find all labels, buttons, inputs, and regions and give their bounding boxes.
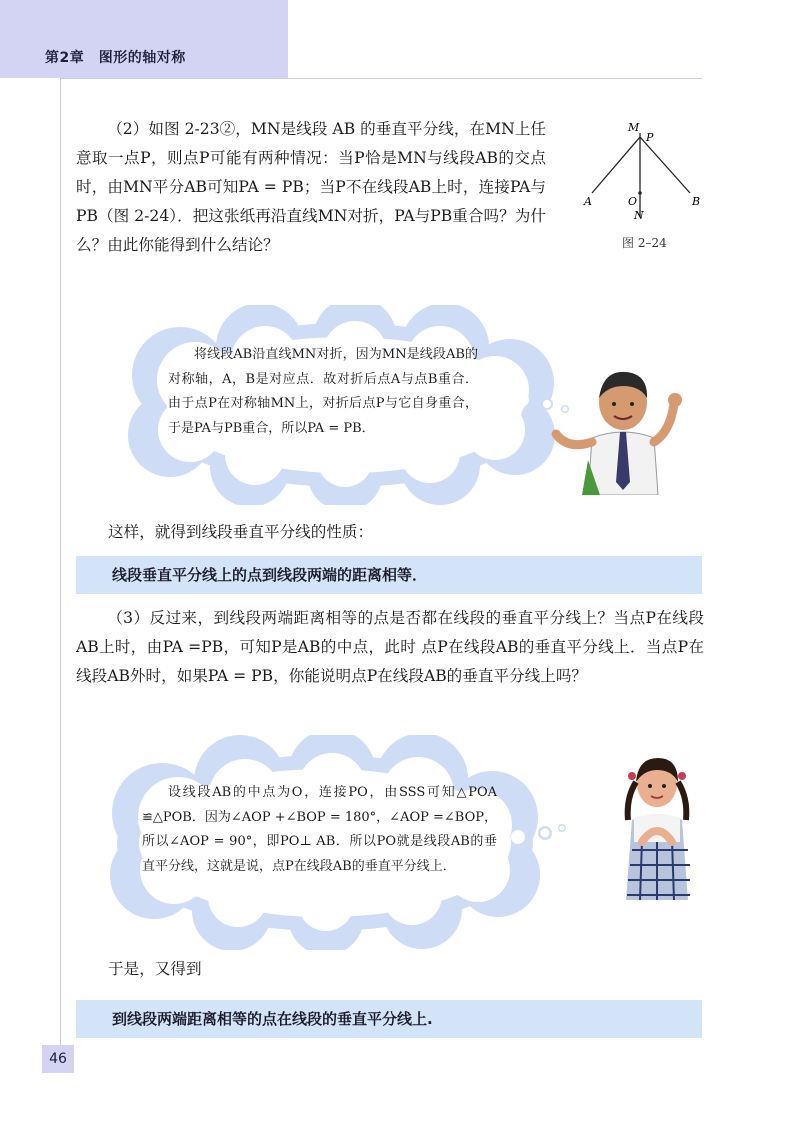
label-o: O	[628, 195, 638, 208]
thought-bubble-2-text: 设线段AB的中点为O，连接PO，由SSS可知△POA ≌△POB．因为∠AOP +∠BOP = 180°，∠AOP =∠BOP，所以∠AOP = 90°，即PO⊥ AB．所以PO就是线段AB的垂直平分线，这就是说，点P在线段AB的垂直平分线上．	[142, 785, 497, 874]
paragraph-3: （3）反过来，到线段两端距离相等的点是否都在线段的垂直平分线上？当点P在线段AB上时，由PA =PB，可知P是AB的中点，此时 点P在线段AB的垂直平分线上．当点P在线段AB外时，如果PA = PB，你能说明点P在线段AB的垂直平分线上吗？	[76, 609, 704, 685]
boy-illustration	[548, 360, 698, 495]
girl-illustration	[612, 750, 702, 900]
chapter-title: 第2章 图形的轴对称	[45, 50, 186, 66]
property-intro: 这样，就得到线段垂直平分线的性质：	[108, 523, 374, 541]
point-o	[638, 191, 642, 195]
figure-caption: 图 2–24	[622, 236, 667, 250]
thought-bubble-1-text: 将线段AB沿直线MN对折，因为MN是线段AB的对称轴，A，B是对应点．故对折后点A与点B重合．由于点P在对称轴MN上，对折后点P与它自身重合，于是PA与PB重合，所以PA = PB．	[168, 347, 478, 436]
label-b: B	[692, 195, 701, 208]
property-statement: 线段垂直平分线上的点到线段两端的距离相等．	[76, 556, 702, 594]
label-m: M	[628, 121, 640, 134]
label-a: A	[584, 195, 592, 208]
paragraph-2: （2）如图 2-23②，MN是线段 AB 的垂直平分线，在MN上任意取一点P，则点P可能有两种情况：当P恰是MN与线段AB的交点时，由MN平分AB可知PA = PB；当P不在线段AB上时，连接PA与PB（图 2-24）．把这张纸再沿直线MN对折，PA与PB重合吗？为什么？由此你能得到什么结论？	[76, 120, 546, 254]
margin-divider	[60, 78, 61, 1058]
figure-2-24	[580, 115, 710, 230]
segment-pb	[640, 137, 690, 193]
converse-intro: 于是，又得到	[108, 960, 202, 978]
converse-statement: 到线段两端距离相等的点在线段的垂直平分线上.	[76, 1000, 702, 1038]
label-n: N	[634, 209, 644, 222]
segment-pa	[592, 137, 640, 193]
header-divider	[60, 78, 702, 79]
page-number: 46	[42, 1045, 74, 1073]
label-p: P	[646, 131, 654, 144]
